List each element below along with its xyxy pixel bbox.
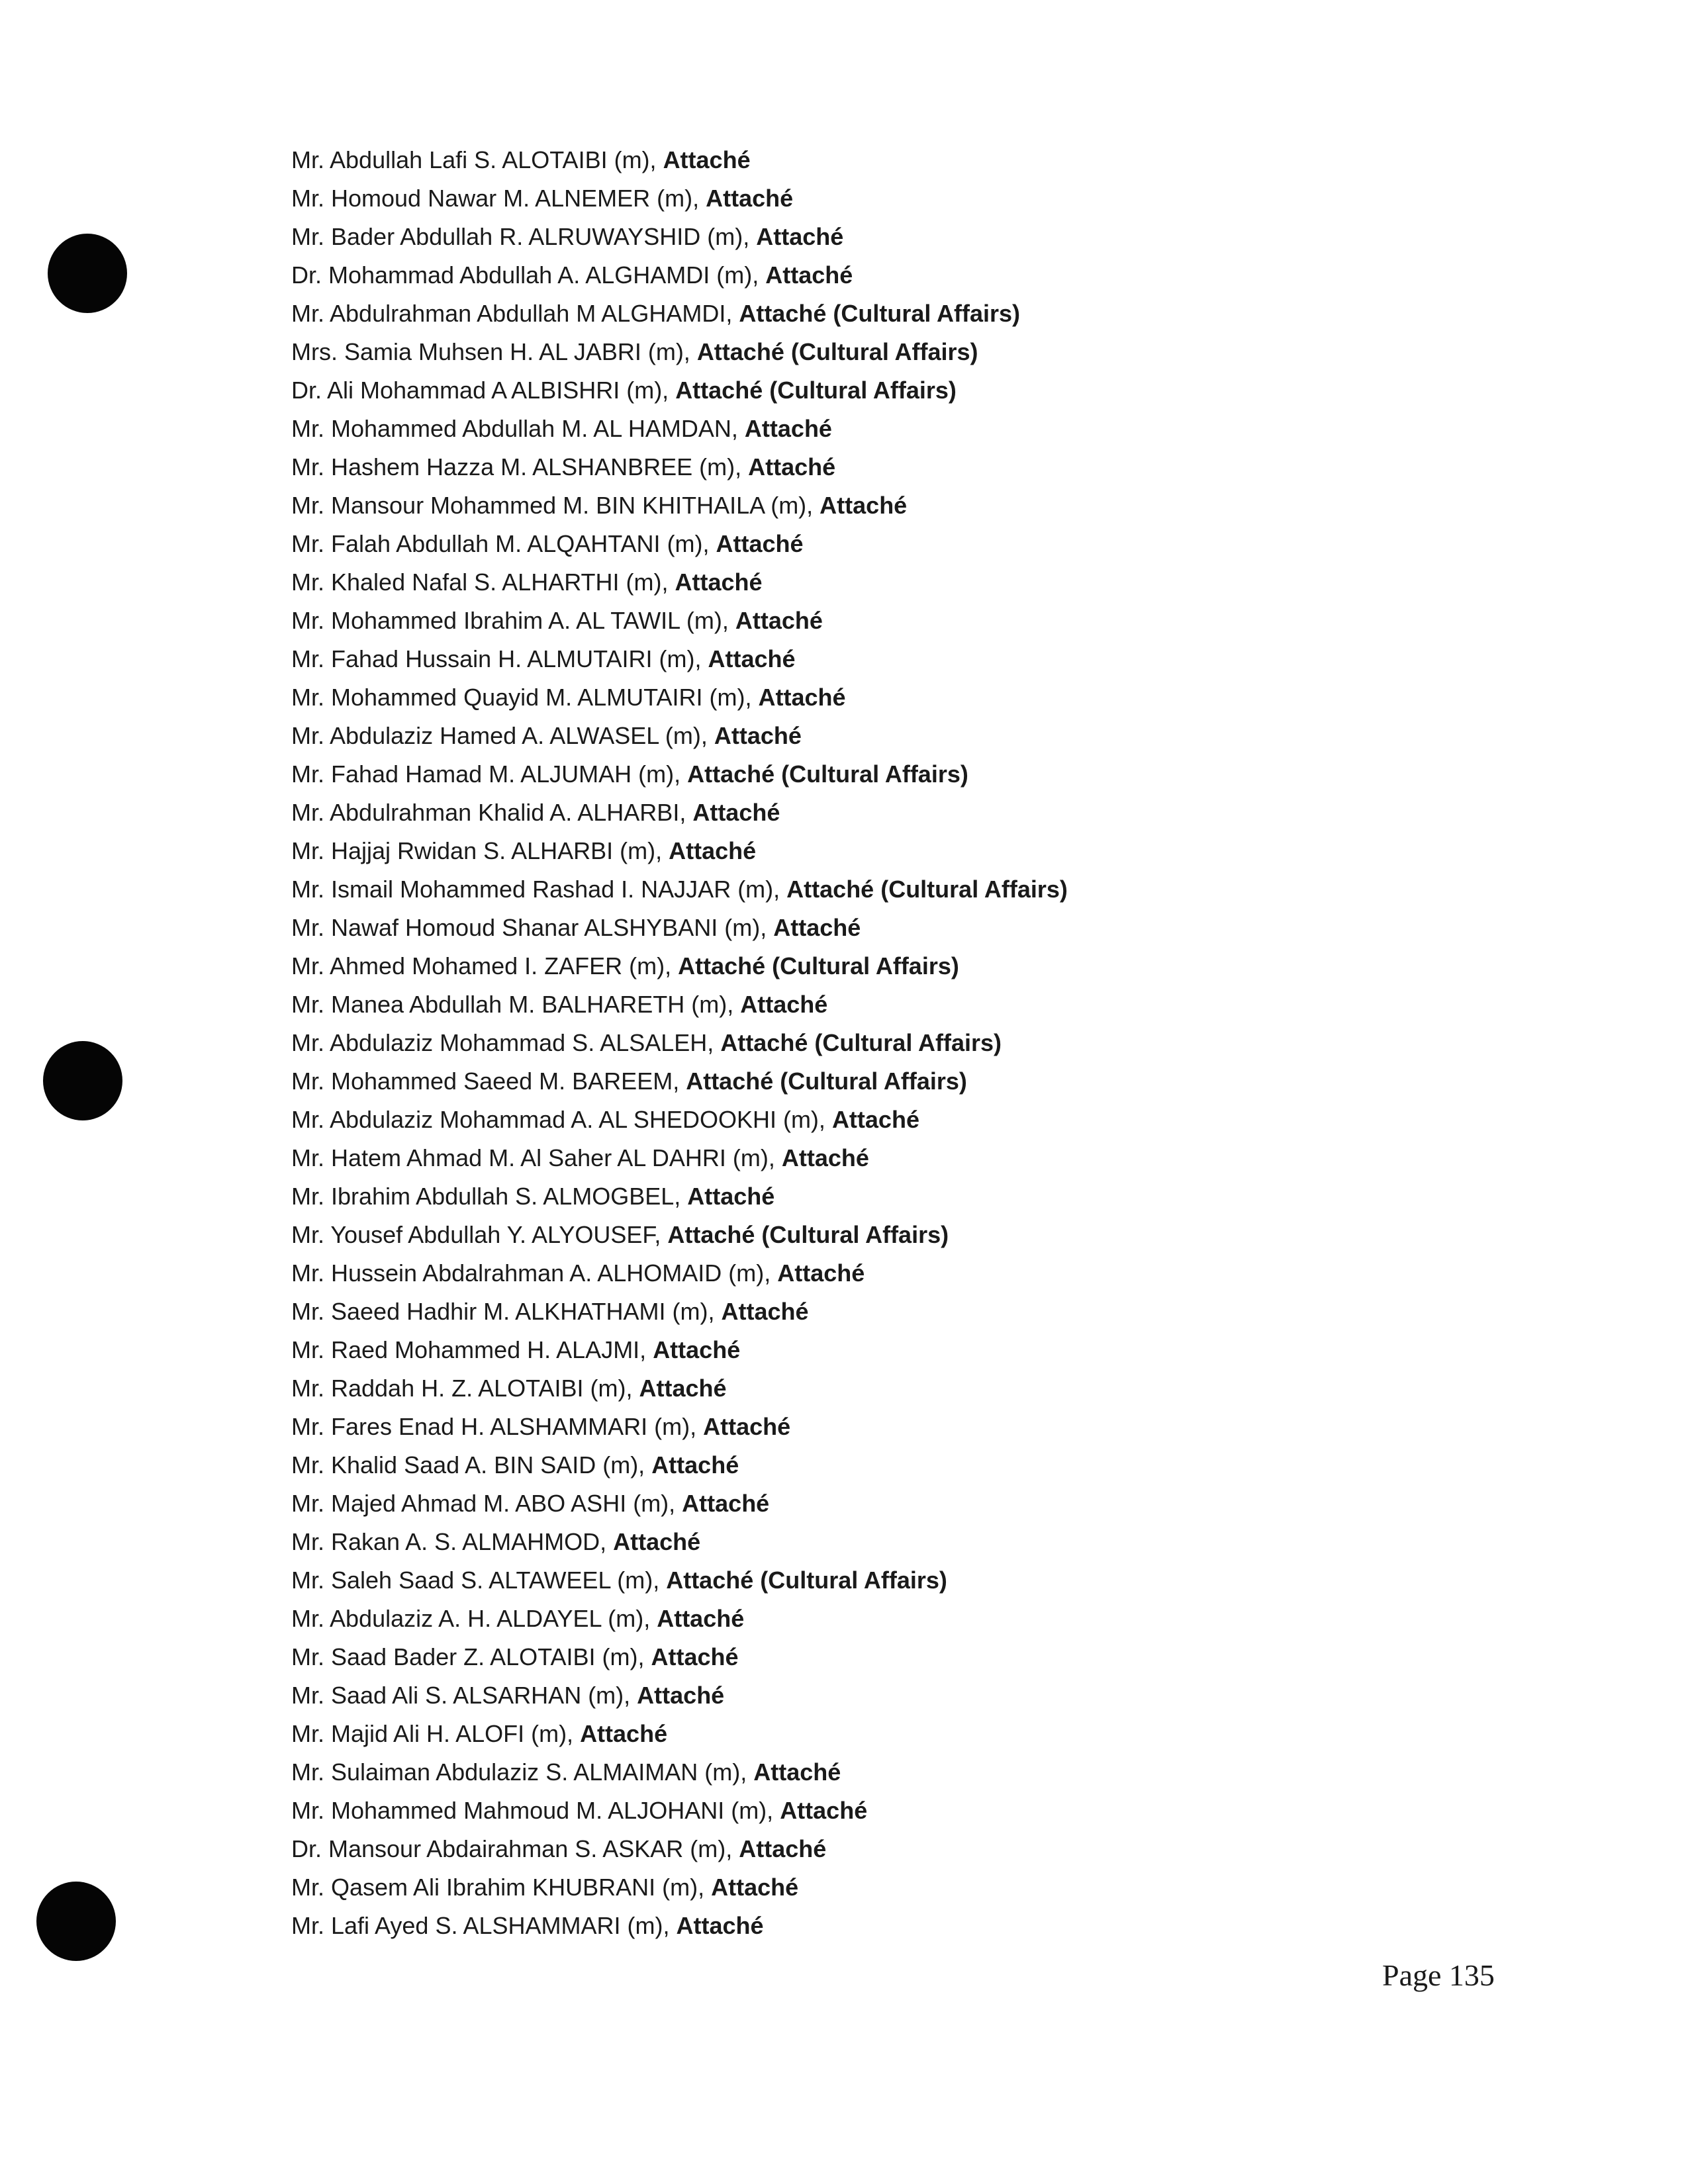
diplomatic-title: Attaché [744, 415, 832, 442]
binder-hole-middle [43, 1041, 122, 1120]
person-name: Mr. Fahad Hamad M. ALJUMAH (m), [291, 760, 688, 788]
diplomatic-title: Attaché [773, 914, 861, 941]
list-item [291, 1830, 1068, 1868]
list-item [291, 295, 1068, 333]
person-name: Mr. Mohammed Ibrahim A. AL TAWIL (m), [291, 607, 735, 634]
list-item [291, 1293, 1068, 1331]
list-item [291, 602, 1068, 640]
diplomatic-title: Attaché [663, 146, 751, 173]
diplomatic-title: Attaché [780, 1797, 868, 1824]
person-name: Dr. Ali Mohammad A ALBISHRI (m), [291, 377, 676, 404]
person-name: Mr. Hatem Ahmad M. Al Saher AL DAHRI (m), [291, 1144, 782, 1171]
diplomatic-title: Attaché [740, 991, 828, 1018]
person-name: Mr. Abdulaziz A. H. ALDAYEL (m), [291, 1605, 657, 1632]
diplomatic-title: Attaché [651, 1643, 739, 1670]
list-item [291, 985, 1068, 1024]
list-item [291, 1331, 1068, 1369]
list-item [291, 794, 1068, 832]
diplomatic-title: Attaché [739, 1835, 827, 1862]
diplomatic-title: Attaché (Cultural Affairs) [786, 876, 1068, 903]
person-name: Mr. Abdulrahman Abdullah M ALGHAMDI, [291, 300, 739, 327]
list-item [291, 525, 1068, 563]
list-item [291, 1139, 1068, 1177]
diplomatic-title: Attaché [716, 530, 804, 557]
diplomatic-title: Attaché [758, 684, 846, 711]
diplomatic-title: Attaché (Cultural Affairs) [739, 300, 1021, 327]
person-name: Mr. Khaled Nafal S. ALHARTHI (m), [291, 569, 675, 596]
diplomatic-title: Attaché (Cultural Affairs) [678, 952, 959, 979]
person-name: Mr. Saeed Hadhir M. ALKHATHAMI (m), [291, 1298, 722, 1325]
diplomatic-title: Attaché [748, 453, 836, 480]
diplomatic-title: Attaché [669, 837, 757, 864]
list-item [291, 1676, 1068, 1715]
diplomatic-title: Attaché [708, 645, 796, 672]
person-name: Dr. Mansour Abdairahman S. ASKAR (m), [291, 1835, 739, 1862]
diplomatic-title: Attaché [657, 1605, 745, 1632]
list-item [291, 486, 1068, 525]
list-item [291, 1101, 1068, 1139]
diplomatic-title: Attaché [831, 1106, 919, 1133]
person-name: Mr. Ahmed Mohamed I. ZAFER (m), [291, 952, 679, 979]
diplomatic-title: Attaché [820, 492, 908, 519]
list-item [291, 870, 1068, 909]
person-name: Mr. Manea Abdullah M. BALHARETH (m), [291, 991, 741, 1018]
person-name: Mr. Nawaf Homoud Shanar ALSHYBANI (m), [291, 914, 774, 941]
list-item [291, 717, 1068, 755]
person-name: Mr. Hashem Hazza M. ALSHANBREE (m), [291, 453, 749, 480]
list-item [291, 1753, 1068, 1792]
list-item [291, 832, 1068, 870]
person-name: Mr. Abdulaziz Mohammad A. AL SHEDOOKHI (m), [291, 1106, 832, 1133]
person-name: Mr. Abdulaziz Mohammad S. ALSALEH, [291, 1029, 721, 1056]
person-name: Mr. Majed Ahmad M. ABO ASHI (m), [291, 1490, 682, 1517]
list-item [291, 1216, 1068, 1254]
person-name: Mr. Raed Mohammed H. ALAJMI, [291, 1336, 653, 1363]
list-item [291, 179, 1068, 218]
person-name: Mr. Sulaiman Abdulaziz S. ALMAIMAN (m), [291, 1758, 754, 1786]
person-name: Mr. Mohammed Quayid M. ALMUTAIRI (m), [291, 684, 759, 711]
diplomatic-title: Attaché [687, 1183, 775, 1210]
diplomatic-title: Attaché [637, 1682, 725, 1709]
diplomatic-title: Attaché [682, 1490, 770, 1517]
list-item [291, 1638, 1068, 1676]
person-name: Mr. Fares Enad H. ALSHAMMARI (m), [291, 1413, 704, 1440]
list-item [291, 218, 1068, 256]
list-item [291, 678, 1068, 717]
binder-hole-bottom [36, 1882, 116, 1961]
person-name: Mrs. Samia Muhsen H. AL JABRI (m), [291, 338, 697, 365]
list-item [291, 371, 1068, 410]
diplomatic-title: Attaché [781, 1144, 869, 1171]
diplomatic-title: Attaché [675, 569, 763, 596]
diplomatic-title: Attaché [756, 223, 844, 250]
person-name: Mr. Saleh Saad S. ALTAWEEL (m), [291, 1567, 667, 1594]
person-name: Mr. Ismail Mohammed Rashad I. NAJJAR (m), [291, 876, 787, 903]
person-name: Mr. Homoud Nawar M. ALNEMER (m), [291, 185, 706, 212]
list-item [291, 1024, 1068, 1062]
diplomatic-title: Attaché (Cultural Affairs) [666, 1567, 947, 1594]
person-name: Mr. Abdulaziz Hamed A. ALWASEL (m), [291, 722, 714, 749]
person-name: Mr. Qasem Ali Ibrahim KHUBRANI (m), [291, 1874, 712, 1901]
list-item [291, 1408, 1068, 1446]
list-item [291, 755, 1068, 794]
person-name: Mr. Ibrahim Abdullah S. ALMOGBEL, [291, 1183, 688, 1210]
diplomatic-title: Attaché (Cultural Affairs) [667, 1221, 949, 1248]
list-item [291, 410, 1068, 448]
person-name: Mr. Raddah H. Z. ALOTAIBI (m), [291, 1375, 639, 1402]
list-item [291, 448, 1068, 486]
list-item [291, 1254, 1068, 1293]
person-name: Mr. Abdulrahman Khalid A. ALHARBI, [291, 799, 693, 826]
diplomatic-title: Attaché (Cultural Affairs) [687, 760, 968, 788]
list-item [291, 256, 1068, 295]
person-name: Mr. Lafi Ayed S. ALSHAMMARI (m), [291, 1912, 677, 1939]
person-name: Mr. Saad Bader Z. ALOTAIBI (m), [291, 1643, 651, 1670]
diplomatic-title: Attaché [753, 1758, 841, 1786]
list-item [291, 909, 1068, 947]
list-item [291, 1907, 1068, 1945]
diplomatic-title: Attaché (Cultural Affairs) [720, 1029, 1002, 1056]
diplomatic-title: Attaché [735, 607, 823, 634]
list-item [291, 640, 1068, 678]
person-name: Mr. Mohammed Abdullah M. AL HAMDAN, [291, 415, 745, 442]
person-name: Mr. Mohammed Saeed M. BAREEM, [291, 1068, 686, 1095]
diplomatic-title: Attaché [765, 261, 853, 289]
list-item [291, 141, 1068, 179]
person-name: Mr. Falah Abdullah M. ALQAHTANI (m), [291, 530, 716, 557]
person-name: Mr. Saad Ali S. ALSARHAN (m), [291, 1682, 637, 1709]
person-name: Mr. Majid Ali H. ALOFI (m), [291, 1720, 581, 1747]
diplomatic-title: Attaché [721, 1298, 809, 1325]
person-name: Mr. Mohammed Mahmoud M. ALJOHANI (m), [291, 1797, 780, 1824]
diplomatic-title: Attaché [692, 799, 780, 826]
diplomatic-title: Attaché [706, 185, 794, 212]
list-item [291, 1446, 1068, 1484]
diplomatic-title: Attaché [613, 1528, 701, 1555]
list-item [291, 947, 1068, 985]
diplomatic-title: Attaché [580, 1720, 668, 1747]
diplomatic-title: Attaché [711, 1874, 799, 1901]
diplomatic-title: Attaché [639, 1375, 727, 1402]
diplomatic-title: Attaché [777, 1259, 865, 1287]
diplomatic-title: Attaché (Cultural Affairs) [696, 338, 978, 365]
list-item [291, 1792, 1068, 1830]
attache-list [291, 141, 1068, 1945]
page-number: Page 135 [1382, 1958, 1495, 1992]
list-item [291, 1484, 1068, 1523]
diplomatic-title: Attaché [703, 1413, 791, 1440]
person-name: Mr. Hajjaj Rwidan S. ALHARBI (m), [291, 837, 669, 864]
list-item [291, 1715, 1068, 1753]
diplomatic-title: Attaché [651, 1451, 739, 1479]
list-item [291, 333, 1068, 371]
person-name: Dr. Mohammad Abdullah A. ALGHAMDI (m), [291, 261, 766, 289]
person-name: Mr. Khalid Saad A. BIN SAID (m), [291, 1451, 652, 1479]
list-item [291, 1868, 1068, 1907]
diplomatic-title: Attaché [714, 722, 802, 749]
list-item [291, 1369, 1068, 1408]
diplomatic-title: Attaché [653, 1336, 741, 1363]
diplomatic-title: Attaché (Cultural Affairs) [686, 1068, 967, 1095]
diplomatic-title: Attaché [676, 1912, 764, 1939]
list-item [291, 1523, 1068, 1561]
binder-hole-top [48, 234, 127, 313]
diplomatic-title: Attaché (Cultural Affairs) [675, 377, 957, 404]
list-item [291, 563, 1068, 602]
list-item [291, 1600, 1068, 1638]
person-name: Mr. Rakan A. S. ALMAHMOD, [291, 1528, 614, 1555]
person-name: Mr. Hussein Abdalrahman A. ALHOMAID (m), [291, 1259, 778, 1287]
person-name: Mr. Mansour Mohammed M. BIN KHITHAILA (m), [291, 492, 820, 519]
person-name: Mr. Bader Abdullah R. ALRUWAYSHID (m), [291, 223, 757, 250]
person-name: Mr. Abdullah Lafi S. ALOTAIBI (m), [291, 146, 663, 173]
person-name: Mr. Yousef Abdullah Y. ALYOUSEF, [291, 1221, 668, 1248]
list-item [291, 1561, 1068, 1600]
person-name: Mr. Fahad Hussain H. ALMUTAIRI (m), [291, 645, 708, 672]
list-item [291, 1062, 1068, 1101]
list-item [291, 1177, 1068, 1216]
